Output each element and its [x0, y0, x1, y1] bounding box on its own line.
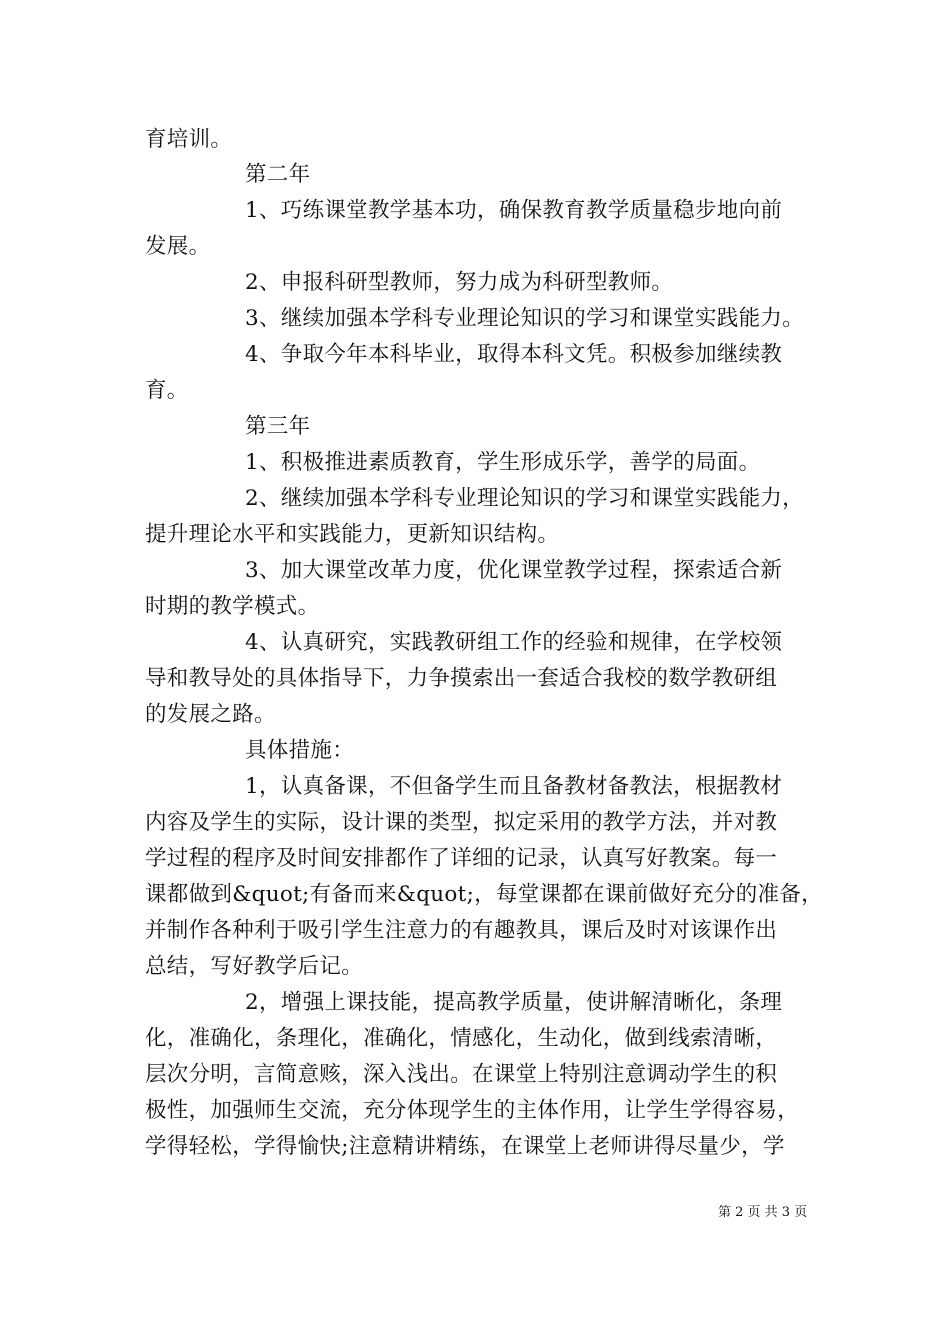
body-text-line: 发展。 [145, 234, 211, 259]
body-text-line: 4、认真研究，实践教研组工作的经验和规律，在学校领 [245, 630, 783, 655]
body-text-line: 3、继续加强本学科专业理论知识的学习和课堂实践能力。 [245, 306, 804, 331]
body-text-line: 学得轻松，学得愉快;注意精讲精练，在课堂上老师讲得尽量少，学 [145, 1134, 785, 1159]
section-heading-year-two: 第二年 [245, 162, 311, 187]
body-text-line: 1，认真备课，不但备学生而且备教材备教法，根据教材 [245, 774, 783, 799]
body-text-line: 1、积极推进素质教育，学生形成乐学，善学的局面。 [245, 450, 761, 475]
body-text-line: 化，准确化，条理化，准确化，情感化，生动化，做到线索清晰， [145, 1026, 778, 1051]
body-text-line: 2，增强上课技能，提高教学质量，使讲解清晰化，条理 [245, 990, 783, 1015]
body-text-line: 内容及学生的实际，设计课的类型，拟定采用的教学方法，并对教 [145, 810, 778, 835]
body-text-line: 导和教导处的具体指导下，力争摸索出一套适合我校的数学教研组 [145, 666, 778, 691]
section-heading-measures: 具体措施： [245, 738, 355, 763]
page-number-footer: 第 2 页 共 3 页 [718, 1205, 808, 1220]
body-text-line: 2、申报科研型教师，努力成为科研型教师。 [245, 270, 674, 295]
section-heading-year-three: 第三年 [245, 414, 311, 439]
body-text-line: 总结，写好教学后记。 [145, 954, 364, 979]
body-text-line: 时期的教学模式。 [145, 594, 320, 619]
body-text-line: 极性，加强师生交流，充分体现学生的主体作用，让学生学得容易， [145, 1098, 800, 1123]
body-text-line: 提升理论水平和实践能力，更新知识结构。 [145, 522, 560, 547]
body-text-line: 育。 [145, 378, 189, 403]
body-text-line: 课都做到&quot;有备而来&quot;，每堂课都在课前做好充分的准备， [145, 882, 823, 907]
body-text-line: 层次分明，言简意赅，深入浅出。在课堂上特别注意调动学生的积 [145, 1062, 778, 1087]
body-text-line: 的发展之路。 [145, 702, 276, 727]
body-text-line: 育培训。 [145, 127, 233, 152]
body-text-line: 3、加大课堂改革力度，优化课堂教学过程，探索适合新 [245, 558, 783, 583]
body-text-line: 学过程的程序及时间安排都作了详细的记录，认真写好教案。每一 [145, 846, 778, 871]
body-text-line: 2、继续加强本学科专业理论知识的学习和课堂实践能力， [245, 486, 804, 511]
body-text-line: 并制作各种利于吸引学生注意力的有趣教具，课后及时对该课作出 [145, 918, 778, 943]
body-text-line: 1、巧练课堂教学基本功，确保教育教学质量稳步地向前 [245, 198, 783, 223]
body-text-line: 4、争取今年本科毕业，取得本科文凭。积极参加继续教 [245, 342, 783, 367]
